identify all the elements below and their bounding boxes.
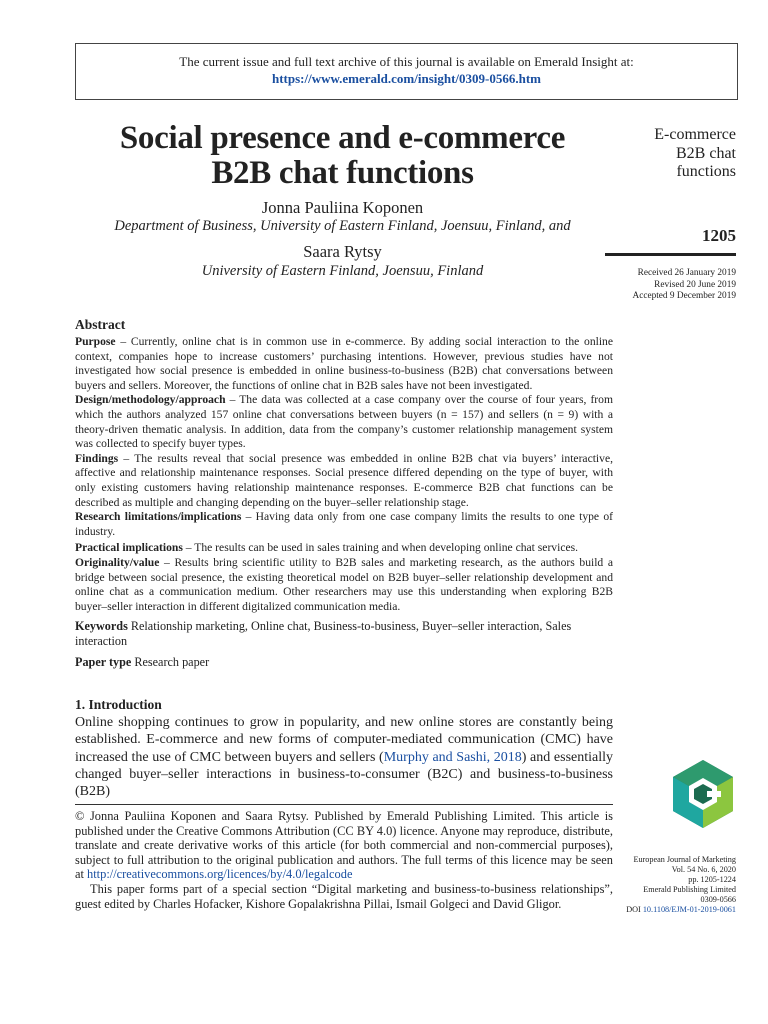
title-line-2: B2B chat functions <box>211 155 474 191</box>
affiliation-1: Department of Business, University of Eastern Finland, Joensuu, Finland, and <box>114 218 571 234</box>
author-1: Jonna Pauliina Koponen <box>261 198 424 217</box>
special-section-note: This paper forms part of a special section “Digital marketing and business-to-business relationships”, guest edited by Charles Hofacker, Kishore Gopalakrishna Pillai, Ismail Golgeci and David Gligor. <box>75 881 613 911</box>
label-purpose: Purpose <box>75 335 116 348</box>
abstract-research: Research limitations/implications – Having data only from one case company limits the results to one type of industry. <box>75 510 613 538</box>
footnote-rule <box>75 804 613 805</box>
intro-body: Online shopping continues to grow in popularity, and new online stores are constantly being established. E-commerce and new forms of computer-mediated communication (CMC) have increased the use of CMC between buyers and sellers (Murphy and Sashi, 2018) and essentially changed buyer–seller interactions in business-to-consumer (B2C) and business-to-business (B2B) <box>75 715 613 800</box>
received-date: Received 26 January 2019 <box>637 268 736 278</box>
journal-volume: Vol. 54 No. 6, 2020 <box>671 865 736 874</box>
article-title <box>60 121 625 191</box>
journal-name: European Journal of Marketing <box>633 855 736 864</box>
citation-link[interactable]: Murphy and Sashi, 2018 <box>383 749 522 765</box>
label-paper-type: Paper type <box>75 655 132 669</box>
abstract-design: Design/methodology/approach – The data was collected at a case company over the course of four years, from which the authors analyzed 157 online chat conversations between buyers (n = 157) and sellers (n = 9) with a theory-driven thematic analysis. In addition, data from the company’s customer relationship management system was collected to specify buyer types. <box>75 393 613 451</box>
abstract-findings: Findings – The results reveal that social presence was embedded in online B2B chat via buyers’ interactive, affective and relationship maintenance responses. Social presence differed depending on the type of buyer, with only existing customers having relationship maintenance responses. E-commerce B2B chat functions can be described as multiple and changing depending on the buyer–seller relationship stage. <box>75 451 613 509</box>
accepted-date: Accepted 9 December 2019 <box>632 291 736 301</box>
abstract-purpose: Purpose – Currently, online chat is in common use in e-commerce. By adding social interaction to the online context, companies hope to increase customers’ purchasing intentions. However, previous studies have not investigated how social presence is embedded in online business-to-business (B2B) chat conversations between buyers and sellers. Moreover, the functions of online chat in B2B sales have not been investigated. <box>75 335 613 392</box>
author-2: Saara Rytsy <box>303 242 382 261</box>
revised-date: Revised 20 June 2019 <box>654 279 736 290</box>
journal-notice-box <box>75 43 738 100</box>
affiliation-2: University of Eastern Finland, Joensuu, Finland <box>201 263 484 279</box>
label-originality: Originality/value <box>75 555 160 569</box>
title-line-1: Social presence and e-commerce <box>119 120 566 156</box>
label-keywords: Keywords <box>75 619 128 633</box>
abstract-practical: Practical implications – The results can be used in sales training and when developing online chat services. <box>75 541 579 555</box>
intro-heading: 1. Introduction <box>75 697 162 712</box>
journal-doi: DOI 10.1108/EJM-01-2019-0061 <box>626 905 736 914</box>
paper-type: Paper type Research paper <box>75 655 210 669</box>
page-number: 1205 <box>702 226 736 245</box>
article-dates <box>632 268 736 303</box>
running-head-line: B2B chat <box>676 144 736 162</box>
logo-notch <box>707 791 721 797</box>
journal-pages: pp. 1205-1224 <box>688 875 736 884</box>
journal-publisher: Emerald Publishing Limited <box>643 885 736 894</box>
abstract-body <box>75 335 613 614</box>
label-design: Design/methodology/approach <box>75 393 226 407</box>
journal-url-link[interactable]: https://www.emerald.com/insight/0309-0566.htm <box>271 71 542 86</box>
abstract-heading: Abstract <box>75 317 126 332</box>
license-text: © Jonna Pauliina Koponen and Saara Rytsy. Published by Emerald Publishing Limited. This article is published under the Creative Commons Attribution (CC BY 4.0) licence. Anyone may reproduce, distribute, translate and create derivative works of this article (for both commercial and non-commercial purposes), subject to full attribution to the original publication and authors. The full terms of this licence may be seen at http://creativecommons.org/licences/by/4.0/legalcode <box>75 809 613 882</box>
running-head <box>576 126 736 182</box>
notice-text: The current issue and full text archive of this journal is available on Emerald Insight at: <box>179 54 634 69</box>
label-findings: Findings <box>75 451 119 465</box>
abstract-originality: Originality/value – Results bring scientific utility to B2B sales and marketing research, as the authors build a bridge between social presence, the existing theoretical model on B2B buyer–seller relationship development and online chat as a communication medium. Other researchers may use this understanding when exploring B2B buyer–seller interaction in different digitalized communication media. <box>75 555 613 613</box>
keywords: Keywords Relationship marketing, Online chat, Business-to-business, Buyer–seller interaction, Sales interaction <box>75 619 572 648</box>
doi-link[interactable]: 10.1108/EJM-01-2019-0061 <box>642 905 736 914</box>
journal-info <box>606 855 736 915</box>
margin-rule <box>605 253 736 256</box>
running-head-line: E-commerce <box>654 126 736 143</box>
emerald-logo-icon <box>667 758 739 830</box>
running-head-line: functions <box>676 163 736 180</box>
license-link[interactable]: http://creativecommons.org/licences/by/4.0/legalcode <box>87 867 353 882</box>
label-research: Research limitations/implications <box>75 510 242 524</box>
license-footnote <box>75 809 613 911</box>
journal-issn: 0309-0566 <box>700 895 736 904</box>
label-practical: Practical implications <box>75 541 183 555</box>
